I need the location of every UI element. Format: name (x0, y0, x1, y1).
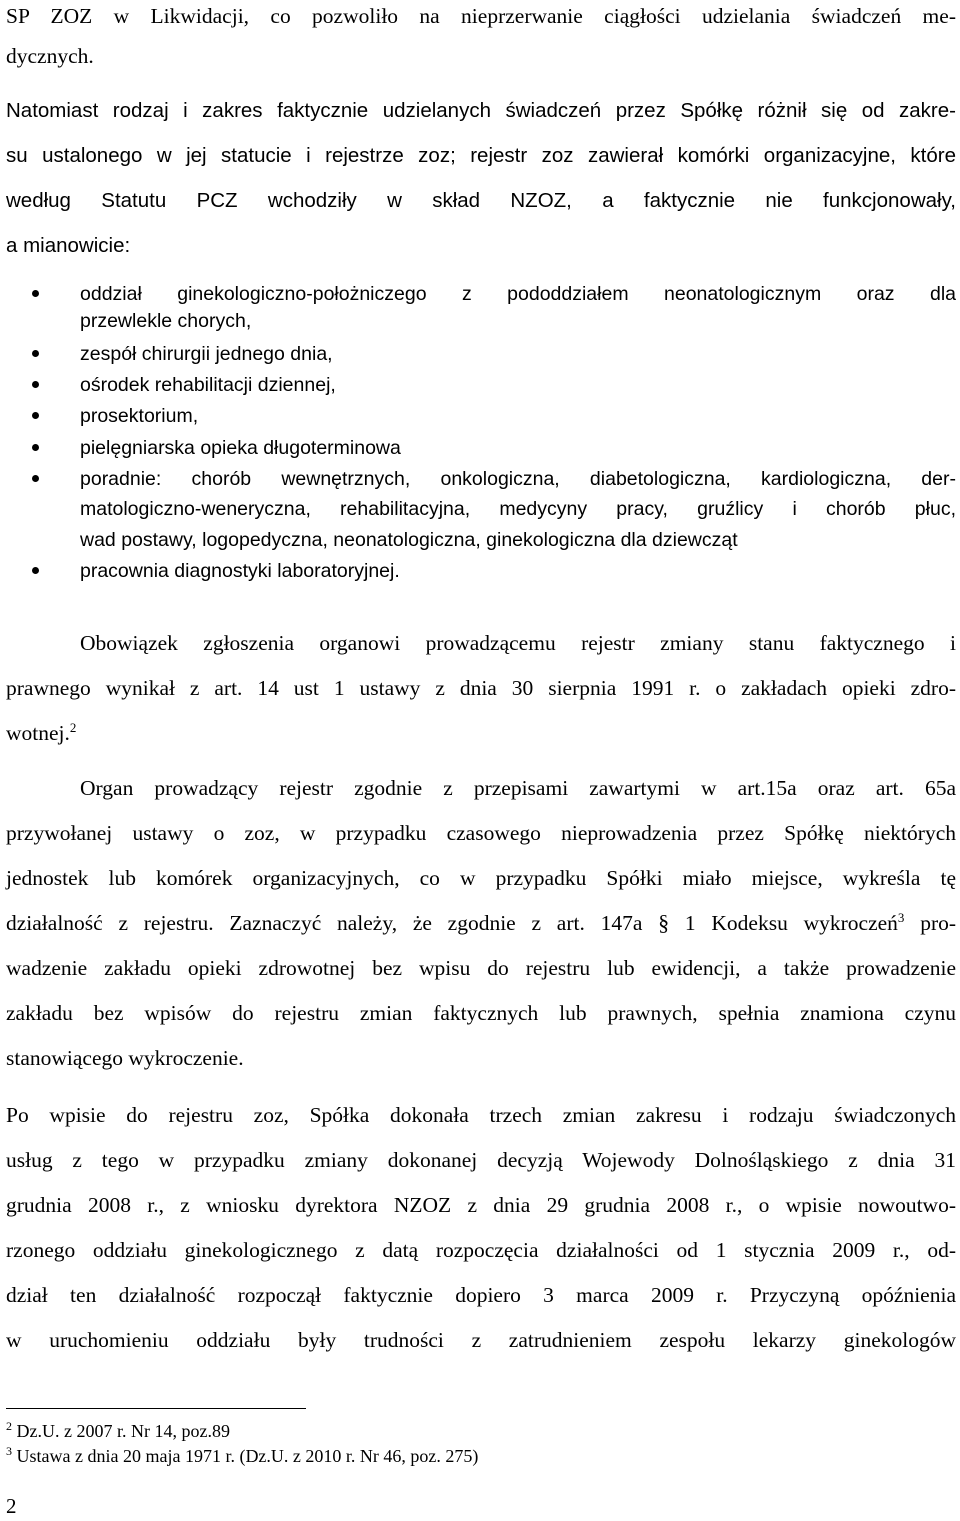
text-line: a mianowicie: (6, 234, 131, 257)
text-line: stanowiącego wykroczenie. (6, 1046, 244, 1070)
text-line: w uruchomieniu oddziału były trudności z zatrudnieniem zespołu lekarzy ginekologów (6, 1328, 956, 1352)
page-number: 2 (6, 1494, 17, 1518)
section-sign: § (658, 910, 670, 935)
text-line: dział ten działalność rozpoczął faktycznie dopiero 3 marca 2009 r. Przyczyną opóźnienia (6, 1283, 956, 1307)
text-line (6, 909, 956, 937)
text-line: dycznych. (6, 44, 94, 68)
text-line: SP ZOZ w Likwidacji, co pozwoliło na nieprzerwanie ciągłości udzielania świadczeń me- (6, 4, 956, 28)
text-line: grudnia 2008 r., z wniosku dyrektora NZOZ z dnia 29 grudnia 2008 r., o wpisie nowoutwo- (6, 1193, 956, 1217)
text-line: według Statutu PCZ wchodziły w skład NZOZ, a faktycznie nie funkcjonowały, (6, 189, 956, 212)
bullet-icon (32, 381, 39, 388)
footnote-ref: 3 (897, 909, 905, 925)
footnote-text: Ustawa z dnia 20 maja 1971 r. (Dz.U. z 2010 r. Nr 46, poz. 275) (16, 1446, 479, 1466)
text-line: Obowiązek zgłoszenia organowi prowadzącemu rejestr zmiany stanu faktycznego i (80, 631, 956, 655)
footnote (6, 1445, 478, 1467)
bullet-icon (32, 444, 39, 451)
text-span: pro- (920, 911, 957, 935)
bullet-icon (32, 567, 39, 574)
list-item: oddział ginekologiczno-położniczego z pododdziałem neonatologicznym oraz dla (80, 283, 956, 305)
text-line: Natomiast rodzaj i zakres faktycznie udzielanych świadczeń przez Spółkę różnił się od zakre- (6, 99, 956, 122)
footnote-text: Dz.U. z 2007 r. Nr 14, poz.89 (16, 1421, 230, 1441)
text-span: 1 Kodeksu wykroczeń (684, 911, 898, 935)
list-item: matologiczno-weneryczna, rehabilitacyjna, medycyny pracy, gruźlicy i chorób płuc, (80, 498, 956, 520)
footnote-separator (6, 1408, 306, 1409)
text-line: rzonego oddziału ginekologicznego z datą rozpoczęcia działalności od 1 stycznia 2009 r., od- (6, 1238, 956, 1262)
list-item: poradnie: chorób wewnętrznych, onkologiczna, diabetologiczna, kardiologiczna, der- (80, 468, 956, 490)
footnote-number: 3 (6, 1444, 12, 1458)
list-item: pielęgniarska opieka długoterminowa (80, 437, 401, 459)
bullet-icon (32, 350, 39, 357)
list-item: ośrodek rehabilitacji dziennej, (80, 374, 336, 396)
list-item: pracownia diagnostyki laboratoryjnej. (80, 560, 400, 582)
text-line: usług z tego w przypadku zmiany dokonanej decyzją Wojewody Dolnośląskiego z dnia 31 (6, 1148, 956, 1172)
bullet-icon (32, 475, 39, 482)
text-line: zakładu bez wpisów do rejestru zmian faktycznych lub prawnych, spełnia znamiona czynu (6, 1001, 956, 1025)
text-line: su ustalonego w jej statucie i rejestrze zoz; rejestr zoz zawierał komórki organizacyjne, które (6, 144, 956, 167)
text-line: przywołanej ustawy o zoz, w przypadku czasowego nieprowadzenia przez Spółkę niektórych (6, 821, 956, 845)
bullet-icon (32, 290, 39, 297)
text-span: działalność z rejestru. Zaznaczyć należy, że zgodnie z art. 147a (6, 911, 643, 935)
text-span: wotnej. (6, 721, 70, 745)
text-line: Organ prowadzący rejestr zgodnie z przepisami zawartymi w art.15a oraz art. 65a (80, 776, 956, 800)
list-item: przewlekle chorych, (80, 310, 252, 332)
text-line: wadzenie zakładu opieki zdrowotnej bez wpisu do rejestru lub ewidencji, a także prowadzenie (6, 956, 956, 980)
footnote-number: 2 (6, 1419, 12, 1433)
list-item: zespół chirurgii jednego dnia, (80, 343, 333, 365)
footnote-ref: 2 (69, 719, 77, 735)
bullet-icon (32, 412, 39, 419)
text-line: Po wpisie do rejestru zoz, Spółka dokonała trzech zmian zakresu i rodzaju świadczonych (6, 1103, 956, 1127)
text-line: jednostek lub komórek organizacyjnych, co w przypadku Spółki miało miejsce, wykreśla tę (6, 866, 956, 890)
footnote (6, 1420, 230, 1442)
list-item: prosektorium, (80, 405, 199, 427)
text-line: prawnego wynikał z art. 14 ust 1 ustawy z dnia 30 sierpnia 1991 r. o zakładach opieki zdro- (6, 676, 956, 700)
text-line (6, 719, 956, 747)
list-item: wad postawy, logopedyczna, neonatologiczna, ginekologiczna dla dziewcząt (80, 529, 738, 551)
